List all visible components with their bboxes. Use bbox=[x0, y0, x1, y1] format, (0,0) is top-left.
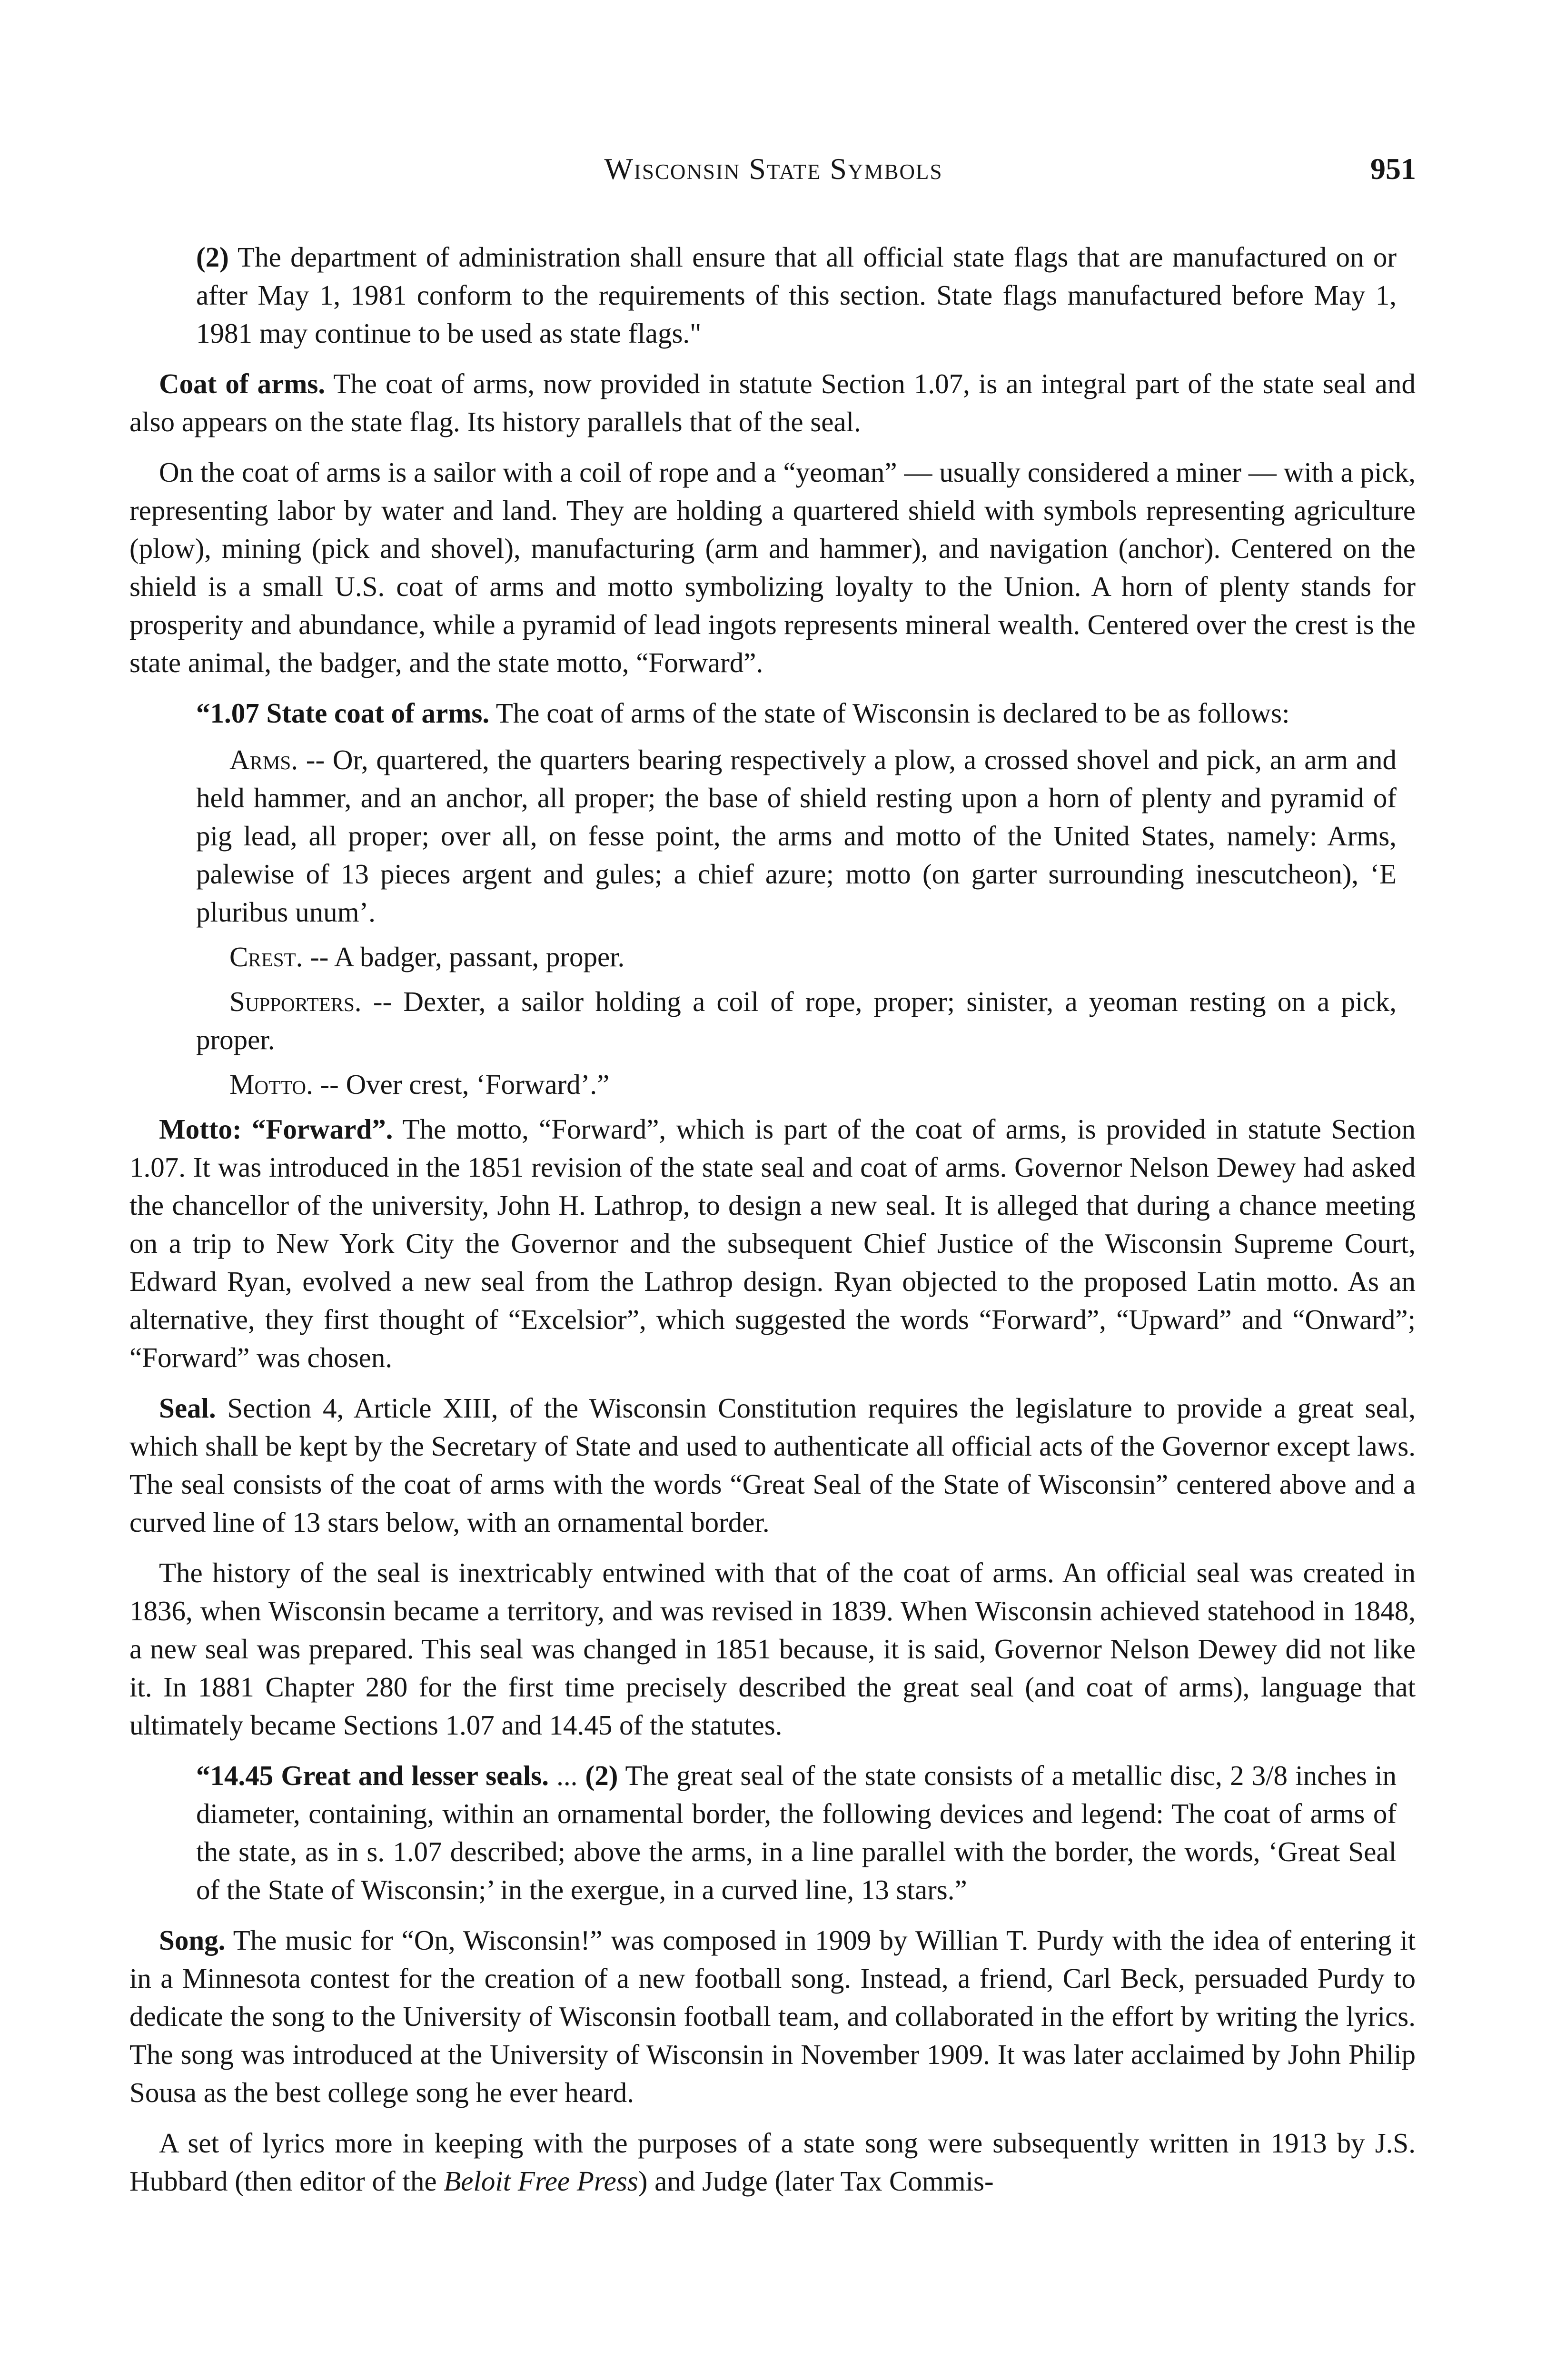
motto-paragraph bbox=[129, 1110, 1416, 1377]
coat-description-paragraph bbox=[129, 453, 1416, 682]
paragraph-text: The history of the seal is inextricably entwined with that of the coat of arms. An official seal was created in 1836, when Wisconsin became a territory, and was revised in 1839. When Wisconsin achieved statehood in 1848, a new seal was prepared. This seal was changed in 1851 because, it is said, Governor Nelson Dewey did not like it. In 1881 Chapter 280 for the first time precisely described the great seal (and coat of arms), language that ultimately became Sections 1.07 and 14.45 of the statutes. bbox=[129, 1557, 1416, 1741]
statute-heading: “1.07 State coat of arms. bbox=[196, 697, 490, 729]
paragraph-text: The coat of arms, now provided in statute Section 1.07, is an integral part of the state seal and also appears on the state flag. Its history parallels that of the seal. bbox=[129, 368, 1416, 437]
clause-number: (2) bbox=[585, 1760, 618, 1791]
statute-text: The great seal of the state consists of a metallic disc, 2 3/8 inches in diameter, containing, within an ornamental border, the following devices and legend: The coat of arms of the state, as in s. 1.07 described; above the arms, in a line parallel with the border, the words, ‘Great Seal of the State of Wisconsin;’ in the exergue, in a curved line, 13 stars.” bbox=[196, 1760, 1397, 1905]
clause-label: Arms. bbox=[229, 744, 298, 775]
paragraph-text-end: ) and Judge (later Tax Commis- bbox=[638, 2165, 994, 2197]
paragraph-text: The music for “On, Wisconsin!” was composed in 1909 by Willian T. Purdy with the idea of entering it in a Minnesota contest for the creation of a new football song. Instead, a friend, Carl Beck, persuaded Purdy to dedicate the song to the University of Wisconsin football team, and collaborated in the effort by writing the lyrics. The song was introduced at the University of Wisconsin in November 1909. It was later acclaimed by John Philip Sousa as the best college song he ever heard. bbox=[129, 1924, 1416, 2108]
paragraph-text: The motto, “Forward”, which is part of the coat of arms, is provided in statute Section 1.07. It was introduced in the 1851 revision of the state seal and coat of arms. Governor Nelson Dewey had asked the chancellor of the university, John H. Lathrop, to design a new seal. It is alleged that during a chance meeting on a trip to New York City the Governor and the subsequent Chief Justice of the Wisconsin Supreme Court, Edward Ryan, evolved a new seal from the Lathrop design. Ryan objected to the proposed Latin motto. As an alternative, they first thought of “Excelsior”, which suggested the words “Forward”, “Upward” and “Onward”; “Forward” was chosen. bbox=[129, 1113, 1416, 1373]
clause-label: Supporters. bbox=[229, 986, 362, 1017]
clause-label: Crest. bbox=[229, 941, 303, 972]
paragraph-text: Section 4, Article XIII, of the Wisconsin Constitution requires the legislature to provide a great seal, which shall be kept by the Secretary of State and used to authenticate all official acts of the Governor except laws. The seal consists of the coat of arms with the words “Great Seal of the State of Wisconsin” centered above and a curved line of 13 stars below, with an ornamental border. bbox=[129, 1392, 1416, 1538]
statute-ellipsis: ... bbox=[548, 1760, 585, 1791]
clause-text: -- Dexter, a sailor holding a coil of rope, proper; sinister, a yeoman resting on a pick, proper. bbox=[196, 986, 1397, 1055]
clause-text: -- A badger, passant, proper. bbox=[303, 941, 625, 972]
clause-text: -- Or, quartered, the quarters bearing respectively a plow, a crossed shovel and pick, an arm and held hammer, and an anchor, all proper; the base of shield resting upon a horn of plenty and pyramid of pig lead, all proper; over all, on fesse point, the arms and motto of the United States, namely: Arms, palewise of 13 pieces argent and gules; a chief azure; motto (on garter surrounding inescutcheon), ‘E pluribus unum’. bbox=[196, 744, 1397, 928]
page-header bbox=[131, 151, 1416, 194]
flag-clause-2 bbox=[196, 238, 1397, 352]
paragraph-text: On the coat of arms is a sailor with a coil of rope and a “yeoman” — usually considered a miner — with a pick, representing labor by water and land. They are holding a quartered shield with symbols representing agriculture (plow), mining (pick and shovel), manufacturing (arm and hammer), and navigation (anchor). Centered on the shield is a small U.S. coat of arms and motto symbolizing loyalty to the Union. A horn of plenty stands for prosperity and abundance, while a pyramid of lead ingots represents mineral wealth. Centered over the crest is the state animal, the badger, and the state motto, “Forward”. bbox=[129, 456, 1416, 678]
paragraph-text: A set of lyrics more in keeping with the purposes of a state song were subsequently written in 1913 by J.S. Hubbard (then editor of the bbox=[129, 2127, 1416, 2197]
clause-number: (2) bbox=[196, 241, 229, 273]
lyrics-paragraph bbox=[129, 2124, 1416, 2200]
statute-supporters-clause bbox=[196, 982, 1397, 1059]
clause-text: The department of administration shall ensure that all official state flags that are manufactured on or after May 1, 1981 conform to the requirements of this section. State flags manufactured before May 1, 1981 may continue to be used as state flags." bbox=[196, 241, 1397, 349]
statute-1-07 bbox=[196, 694, 1397, 732]
coat-of-arms-paragraph bbox=[129, 365, 1416, 441]
seal-history-paragraph bbox=[129, 1554, 1416, 1744]
page-number: 951 bbox=[1370, 152, 1416, 186]
statute-heading: “14.45 Great and lesser seals. bbox=[196, 1760, 549, 1791]
seal-paragraph bbox=[129, 1389, 1416, 1541]
clause-text: -- Over crest, ‘Forward’.” bbox=[313, 1069, 610, 1100]
statute-crest-clause bbox=[196, 938, 1397, 976]
statute-text: The coat of arms of the state of Wisconsin is declared to be as follows: bbox=[489, 697, 1290, 729]
clause-label: Motto. bbox=[229, 1069, 313, 1100]
page-body bbox=[129, 238, 1416, 2212]
running-title: Wisconsin State Symbols bbox=[604, 152, 943, 186]
section-heading-song: Song. bbox=[159, 1924, 226, 1956]
statute-14-45 bbox=[196, 1756, 1397, 1909]
statute-motto-clause bbox=[196, 1065, 1397, 1103]
section-heading-seal: Seal. bbox=[159, 1392, 216, 1424]
section-heading-motto: Motto: “Forward”. bbox=[159, 1113, 393, 1145]
statute-arms-clause bbox=[196, 741, 1397, 931]
song-paragraph bbox=[129, 1921, 1416, 2112]
section-heading-coat-of-arms: Coat of arms. bbox=[159, 368, 326, 399]
newspaper-title: Beloit Free Press bbox=[444, 2165, 638, 2197]
